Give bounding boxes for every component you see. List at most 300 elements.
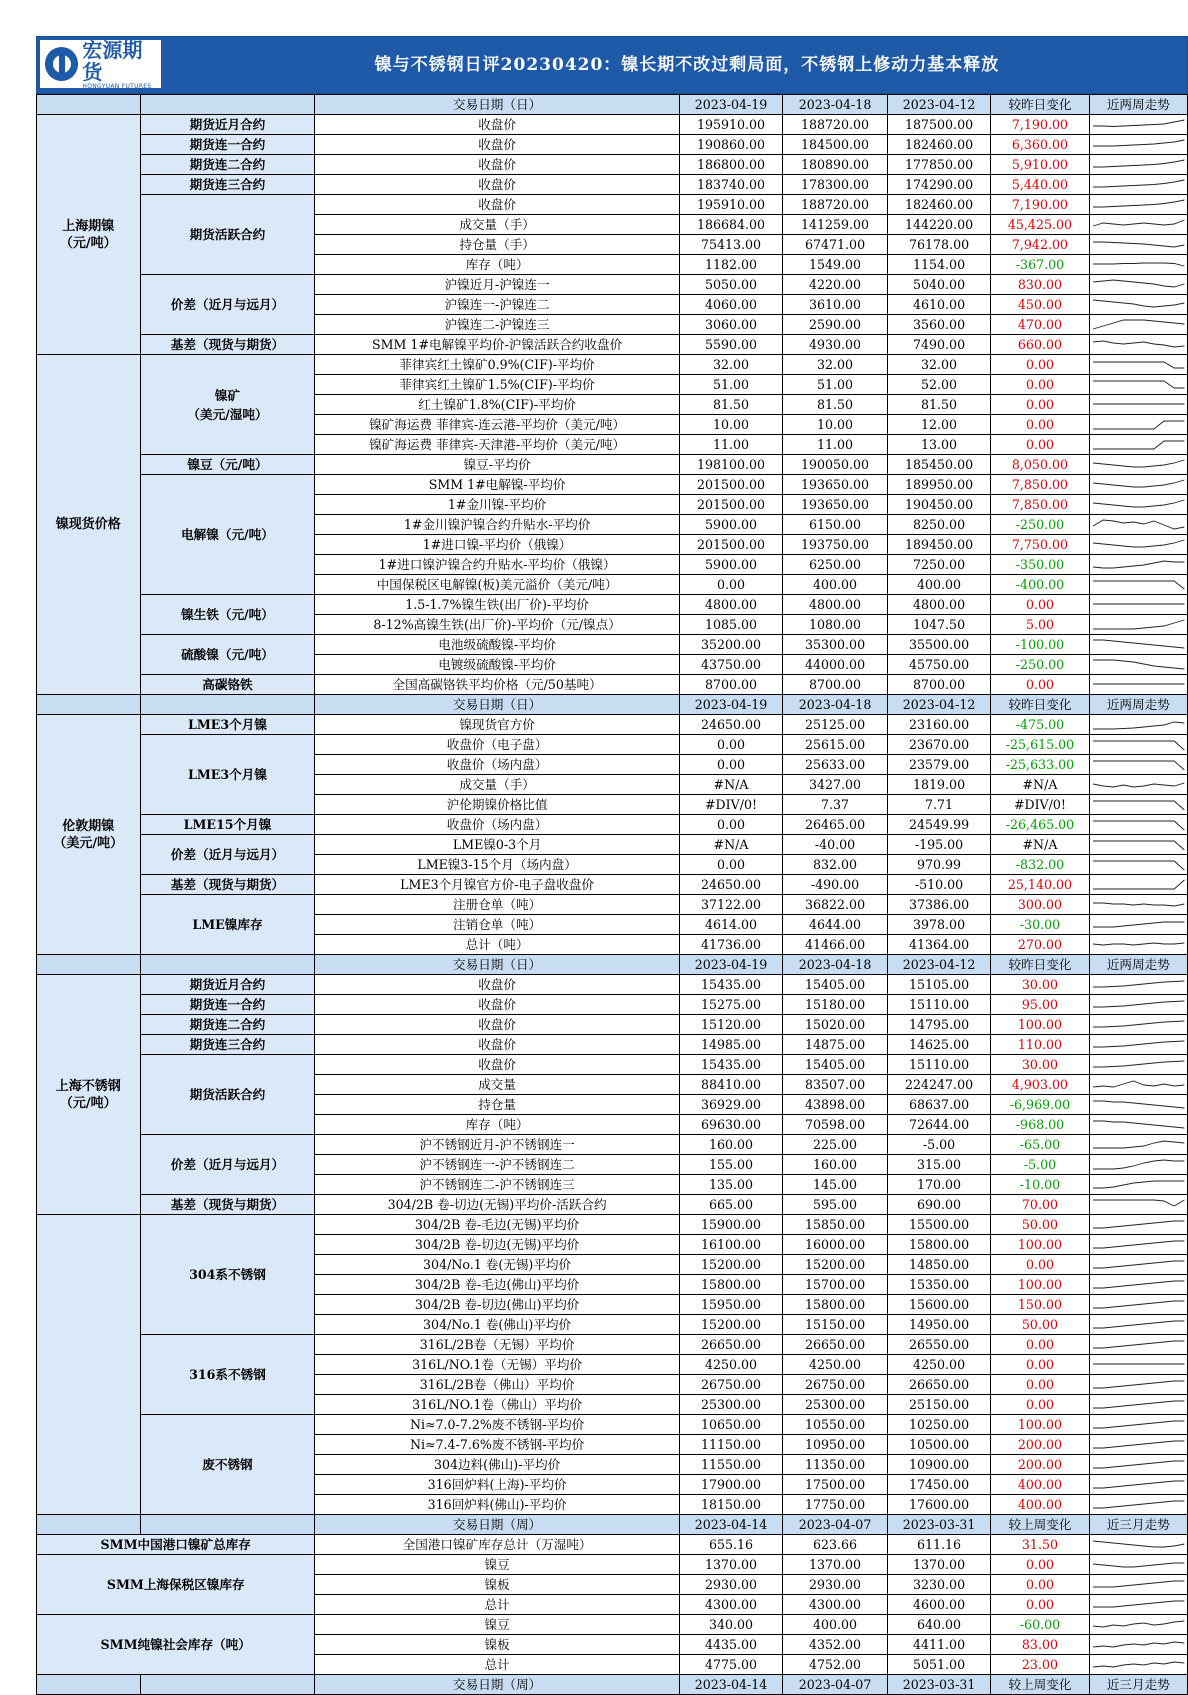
trend-sparkline [1092, 1598, 1185, 1612]
trend-line [1093, 441, 1184, 449]
trend-line [1093, 841, 1184, 850]
change-cell: 270.00 [991, 935, 1089, 955]
trend-sparkline [1092, 898, 1185, 912]
trend-cell [1089, 595, 1187, 615]
value-cell: 7490.00 [887, 335, 991, 355]
subgroup-label: 价差（近月与远月） [140, 275, 315, 335]
header-change: 较上周变化 [991, 1675, 1089, 1695]
value-cell: 4300.00 [679, 1595, 783, 1615]
value-cell: 198100.00 [679, 455, 783, 475]
trend-cell [1089, 1035, 1187, 1055]
value-cell: -195.00 [887, 835, 991, 855]
value-cell: 611.16 [887, 1535, 991, 1555]
table-row [37, 715, 1188, 735]
trend-line [1093, 1101, 1184, 1108]
value-cell: 7250.00 [887, 555, 991, 575]
value-cell: #N/A [679, 775, 783, 795]
value-cell: 69630.00 [679, 1115, 783, 1135]
item-name: SMM 1#电解镍平均价-沪镍活跃合约收盘价 [315, 335, 679, 355]
change-cell: 0.00 [991, 1395, 1089, 1415]
value-cell: 3978.00 [887, 915, 991, 935]
value-cell: -40.00 [783, 835, 888, 855]
trend-sparkline [1092, 1438, 1185, 1452]
trend-sparkline [1092, 1098, 1185, 1112]
value-cell: 665.00 [679, 1195, 783, 1215]
item-name: 沪镍连一-沪镍连二 [315, 295, 679, 315]
item-name: 1.5-1.7%镍生铁(出厂价)-平均价 [315, 595, 679, 615]
value-cell: 25300.00 [679, 1395, 783, 1415]
value-cell: 11150.00 [679, 1435, 783, 1455]
value-cell: 88410.00 [679, 1075, 783, 1095]
value-cell: 51.00 [783, 375, 888, 395]
item-name: 316L/2B卷（无锡）平均价 [315, 1335, 679, 1355]
value-cell: 16100.00 [679, 1235, 783, 1255]
value-cell: 10500.00 [887, 1435, 991, 1455]
item-name: 316回炉料(上海)-平均价 [315, 1475, 679, 1495]
table-row [37, 355, 1188, 375]
value-cell: 72644.00 [887, 1115, 991, 1135]
trend-line [1093, 1461, 1184, 1468]
change-cell: 50.00 [991, 1315, 1089, 1335]
item-name: 成交量（手） [315, 215, 679, 235]
group-label: SMM上海保税区镍库存 [37, 1555, 315, 1615]
item-name: 316L/2B卷（佛山）平均价 [315, 1375, 679, 1395]
trend-sparkline [1092, 1378, 1185, 1392]
value-cell: 36929.00 [679, 1095, 783, 1115]
value-cell: 188720.00 [783, 115, 888, 135]
change-cell: 7,942.00 [991, 235, 1089, 255]
header-date: 2023-04-12 [887, 955, 991, 975]
trend-cell [1089, 455, 1187, 475]
item-name: 全国高碳铬铁平均价格（元/50基吨） [315, 675, 679, 695]
change-cell: 0.00 [991, 1355, 1089, 1375]
item-name: 成交量（手） [315, 775, 679, 795]
trend-line [1093, 821, 1184, 830]
change-cell: 110.00 [991, 1035, 1089, 1055]
item-name: 304/2B 卷-切边(佛山)平均价 [315, 1295, 679, 1315]
item-name: 304/2B 卷-切边(无锡)平均价-活跃合约 [315, 1195, 679, 1215]
value-cell: 182460.00 [887, 135, 991, 155]
change-cell: 0.00 [991, 1375, 1089, 1395]
value-cell: 17500.00 [783, 1475, 888, 1495]
value-cell: 11550.00 [679, 1455, 783, 1475]
change-cell: 100.00 [991, 1235, 1089, 1255]
trend-line [1093, 943, 1184, 945]
value-cell: 1819.00 [887, 775, 991, 795]
logo-subtext: HONGYUAN FUTURES [82, 82, 152, 90]
item-name: 1#进口镍沪镍合约升贴水-平均价（俄镍） [315, 555, 679, 575]
trend-cell [1089, 615, 1187, 635]
value-cell: 0.00 [679, 735, 783, 755]
subgroup-label: 316系不锈钢 [140, 1335, 315, 1415]
group-label: SMM纯镍社会库存（吨） [37, 1615, 315, 1675]
trend-line [1093, 460, 1184, 467]
item-name: 中国保税区电解镍(板)美元溢价（美元/吨） [315, 575, 679, 595]
trend-sparkline [1092, 838, 1185, 852]
trend-sparkline [1092, 1558, 1185, 1572]
trend-sparkline [1092, 678, 1185, 692]
trend-cell [1089, 1135, 1187, 1155]
value-cell: 5051.00 [887, 1655, 991, 1675]
value-cell: 4352.00 [783, 1635, 888, 1655]
item-name: 注销仓单（吨） [315, 915, 679, 935]
value-cell: 4775.00 [679, 1655, 783, 1675]
item-name: 316L/NO.1卷（佛山）平均价 [315, 1395, 679, 1415]
value-cell: 0.00 [679, 755, 783, 775]
change-cell: 0.00 [991, 1575, 1089, 1595]
trend-line [1093, 1481, 1184, 1488]
value-cell: 3560.00 [887, 315, 991, 335]
trend-sparkline [1092, 298, 1185, 312]
value-cell: 32.00 [783, 355, 888, 375]
item-name: 沪不锈钢连二-沪不锈钢连三 [315, 1175, 679, 1195]
header-blank [140, 1675, 315, 1695]
trend-line [1093, 620, 1184, 629]
value-cell: 15435.00 [679, 1055, 783, 1075]
value-cell: 23670.00 [887, 735, 991, 755]
report-title: 镍与不锈钢日评20230420：镍长期不改过剩局面，不锈钢上修动力基本释放 [374, 55, 1000, 75]
header-blank [140, 95, 315, 115]
table-row [37, 635, 1188, 655]
trend-sparkline [1092, 258, 1185, 272]
table-row [37, 1415, 1188, 1435]
header-date-label: 交易日期（日） [315, 695, 679, 715]
value-cell: 23160.00 [887, 715, 991, 735]
trend-line [1093, 300, 1184, 307]
value-cell: 15405.00 [783, 975, 888, 995]
value-cell: 4300.00 [783, 1595, 888, 1615]
trend-cell [1089, 535, 1187, 555]
trend-cell [1089, 1255, 1187, 1275]
value-cell: 1370.00 [887, 1555, 991, 1575]
value-cell: 595.00 [783, 1195, 888, 1215]
trend-line [1093, 1061, 1184, 1067]
group-label: 伦敦期镍 （美元/吨） [37, 715, 141, 955]
item-name: 收盘价 [315, 1055, 679, 1075]
value-cell: 45750.00 [887, 655, 991, 675]
company-logo [40, 37, 161, 90]
value-cell: 81.50 [783, 395, 888, 415]
item-name: 收盘价 [315, 1035, 679, 1055]
trend-cell [1089, 555, 1187, 575]
value-cell: 2930.00 [783, 1575, 888, 1595]
logo-text: 宏源期货 [82, 37, 143, 84]
item-name: 镍板 [315, 1575, 679, 1595]
table-row [37, 475, 1188, 495]
trend-cell [1089, 335, 1187, 355]
trend-cell [1089, 575, 1187, 595]
table-row [37, 1035, 1188, 1055]
trend-sparkline [1092, 858, 1185, 872]
change-cell: #DIV/0! [991, 795, 1089, 815]
trend-cell [1089, 1055, 1187, 1075]
item-name: 镍豆 [315, 1555, 679, 1575]
trend-sparkline [1092, 198, 1185, 212]
item-name: 8-12%高镍生铁(出厂价)-平均价（元/镍点） [315, 615, 679, 635]
item-name: 电池级硫酸镍-平均价 [315, 635, 679, 655]
change-cell: 45,425.00 [991, 215, 1089, 235]
trend-line [1093, 381, 1184, 388]
trend-sparkline [1092, 418, 1185, 432]
value-cell: 8700.00 [887, 675, 991, 695]
trend-cell [1089, 235, 1187, 255]
trend-line [1093, 160, 1184, 167]
trend-sparkline [1092, 1478, 1185, 1492]
trend-line [1093, 1200, 1184, 1206]
change-cell: 7,850.00 [991, 495, 1089, 515]
subgroup-label: 价差（近月与远月） [140, 1135, 315, 1195]
value-cell: 15700.00 [783, 1275, 888, 1295]
value-cell: 193750.00 [783, 535, 888, 555]
value-cell: 832.00 [783, 855, 888, 875]
subgroup-label: 基差（现货与期货） [140, 335, 315, 355]
value-cell: 14985.00 [679, 1035, 783, 1055]
value-cell: 193650.00 [783, 475, 888, 495]
trend-sparkline [1092, 598, 1185, 612]
value-cell: 144220.00 [887, 215, 991, 235]
subgroup-label: 期货连三合约 [140, 175, 315, 195]
item-name: 持仓量（手） [315, 235, 679, 255]
trend-cell [1089, 1335, 1187, 1355]
change-cell: 8,050.00 [991, 455, 1089, 475]
table-row [37, 975, 1188, 995]
trend-sparkline [1092, 178, 1185, 192]
value-cell: 10650.00 [679, 1415, 783, 1435]
value-cell: 1370.00 [783, 1555, 888, 1575]
value-cell: 195910.00 [679, 115, 783, 135]
trend-line [1093, 280, 1184, 287]
value-cell: 26550.00 [887, 1335, 991, 1355]
change-cell: 0.00 [991, 595, 1089, 615]
trend-line [1093, 1001, 1184, 1007]
change-cell: 7,190.00 [991, 115, 1089, 135]
trend-sparkline [1092, 338, 1185, 352]
value-cell: 8250.00 [887, 515, 991, 535]
value-cell: 15800.00 [783, 1295, 888, 1315]
table-row [37, 1535, 1188, 1555]
trend-line [1093, 1401, 1184, 1408]
change-cell: 5.00 [991, 615, 1089, 635]
trend-sparkline [1092, 518, 1185, 532]
trend-cell [1089, 355, 1187, 375]
trend-line [1093, 200, 1184, 207]
value-cell: 1549.00 [783, 255, 888, 275]
value-cell: 201500.00 [679, 475, 783, 495]
trend-line [1093, 861, 1184, 870]
change-cell: -968.00 [991, 1115, 1089, 1135]
value-cell: 193650.00 [783, 495, 888, 515]
header-date-label: 交易日期（日） [315, 955, 679, 975]
item-name: 收盘价 [315, 155, 679, 175]
value-cell: 10.00 [679, 415, 783, 435]
change-cell: 30.00 [991, 975, 1089, 995]
trend-sparkline [1092, 978, 1185, 992]
change-cell: 400.00 [991, 1495, 1089, 1515]
header-date: 2023-04-14 [679, 1515, 783, 1535]
item-name: 镍现货官方价 [315, 715, 679, 735]
trend-sparkline [1092, 1278, 1185, 1292]
value-cell: -490.00 [783, 875, 888, 895]
header-change: 较上周变化 [991, 1515, 1089, 1535]
value-cell: 11.00 [783, 435, 888, 455]
group-label: 上海期镍 （元/吨） [37, 115, 141, 355]
value-cell: 201500.00 [679, 535, 783, 555]
trend-sparkline [1092, 1318, 1185, 1332]
value-cell: 8700.00 [783, 675, 888, 695]
value-cell: 26750.00 [783, 1375, 888, 1395]
trend-cell [1089, 1615, 1187, 1635]
value-cell: 41736.00 [679, 935, 783, 955]
value-cell: 623.66 [783, 1535, 888, 1555]
trend-cell [1089, 715, 1187, 735]
table-row [37, 155, 1188, 175]
value-cell: 15150.00 [783, 1315, 888, 1335]
trend-cell [1089, 295, 1187, 315]
trend-cell [1089, 415, 1187, 435]
value-cell: 15180.00 [783, 995, 888, 1015]
trend-line [1093, 1381, 1184, 1388]
trend-line [1093, 1441, 1184, 1448]
trend-cell [1089, 835, 1187, 855]
trend-cell [1089, 1195, 1187, 1215]
value-cell: 0.00 [679, 815, 783, 835]
trend-sparkline [1092, 658, 1185, 672]
value-cell: 690.00 [887, 1195, 991, 1215]
date-header-row [37, 955, 1188, 975]
subgroup-label: 硫酸镍（元/吨） [140, 635, 315, 675]
value-cell: 7.71 [887, 795, 991, 815]
item-name: 收盘价 [315, 175, 679, 195]
value-cell: 3610.00 [783, 295, 888, 315]
change-cell: 7,750.00 [991, 535, 1089, 555]
value-cell: 17750.00 [783, 1495, 888, 1515]
item-name: 收盘价 [315, 975, 679, 995]
value-cell: 4752.00 [783, 1655, 888, 1675]
trend-line [1093, 922, 1184, 927]
value-cell: 25125.00 [783, 715, 888, 735]
value-cell: 25150.00 [887, 1395, 991, 1415]
value-cell: 3427.00 [783, 775, 888, 795]
item-name: 镍豆-平均价 [315, 455, 679, 475]
trend-sparkline [1092, 1078, 1185, 1092]
trend-line [1093, 561, 1184, 568]
table-row [37, 735, 1188, 755]
value-cell: 25633.00 [783, 755, 888, 775]
trend-line [1093, 1221, 1184, 1228]
trend-sparkline [1092, 1038, 1185, 1052]
trend-cell [1089, 1215, 1187, 1235]
item-name: 镍矿海运费 菲律宾-天津港-平均价（美元/吨） [315, 435, 679, 455]
trend-cell [1089, 1415, 1187, 1435]
item-name: 沪镍近月-沪镍连一 [315, 275, 679, 295]
table-row [37, 455, 1188, 475]
header-date: 2023-04-12 [887, 695, 991, 715]
value-cell: 23579.00 [887, 755, 991, 775]
change-cell: -65.00 [991, 1135, 1089, 1155]
change-cell: 25,140.00 [991, 875, 1089, 895]
subgroup-label: 高碳铬铁 [140, 675, 315, 695]
date-header-row [37, 95, 1188, 115]
item-name: 注册仓单（吨） [315, 895, 679, 915]
trend-cell [1089, 1015, 1187, 1035]
value-cell: 15200.00 [783, 1255, 888, 1275]
table-row [37, 1555, 1188, 1575]
header-trend: 近两周走势 [1089, 955, 1187, 975]
subgroup-label: 基差（现货与期货） [140, 1195, 315, 1215]
header-date: 2023-04-19 [679, 695, 783, 715]
header-change: 较昨日变化 [991, 695, 1089, 715]
value-cell: 160.00 [679, 1135, 783, 1155]
change-cell: 30.00 [991, 1055, 1089, 1075]
trend-cell [1089, 435, 1187, 455]
trend-sparkline [1092, 1118, 1185, 1132]
value-cell: 190450.00 [887, 495, 991, 515]
value-cell: 4411.00 [887, 1635, 991, 1655]
trend-line [1093, 783, 1184, 787]
trend-cell [1089, 635, 1187, 655]
value-cell: 135.00 [679, 1175, 783, 1195]
change-cell: -350.00 [991, 555, 1089, 575]
subgroup-label: LME镍库存 [140, 895, 315, 955]
value-cell: 14795.00 [887, 1015, 991, 1035]
value-cell: 41466.00 [783, 935, 888, 955]
change-cell: 100.00 [991, 1415, 1089, 1435]
trend-sparkline [1092, 1458, 1185, 1472]
table-row [37, 895, 1188, 915]
item-name: 收盘价 [315, 195, 679, 215]
trend-cell [1089, 115, 1187, 135]
trend-sparkline [1092, 1138, 1185, 1152]
item-name: 菲律宾红土镍矿1.5%(CIF)-平均价 [315, 375, 679, 395]
value-cell: #DIV/0! [679, 795, 783, 815]
trend-cell [1089, 1375, 1187, 1395]
trend-cell [1089, 775, 1187, 795]
subgroup-label: 期货连二合约 [140, 155, 315, 175]
subgroup-label: 镍矿 （美元/湿吨） [140, 355, 315, 455]
trend-sparkline [1092, 1578, 1185, 1592]
trend-line [1093, 880, 1184, 889]
value-cell: 201500.00 [679, 495, 783, 515]
value-cell: 4614.00 [679, 915, 783, 935]
change-cell: 7,850.00 [991, 475, 1089, 495]
header-date: 2023-04-07 [783, 1515, 888, 1535]
item-name: 沪伦期镍价格比值 [315, 795, 679, 815]
item-name: LME镍0-3个月 [315, 835, 679, 855]
trend-line [1093, 1160, 1184, 1169]
trend-line [1093, 500, 1184, 507]
value-cell: 189450.00 [887, 535, 991, 555]
change-cell: -5.00 [991, 1155, 1089, 1175]
value-cell: 35300.00 [783, 635, 888, 655]
value-cell: 15900.00 [679, 1215, 783, 1235]
value-cell: 185450.00 [887, 455, 991, 475]
change-cell: 0.00 [991, 1555, 1089, 1575]
value-cell: 15020.00 [783, 1015, 888, 1035]
value-cell: 68637.00 [887, 1095, 991, 1115]
value-cell: 13.00 [887, 435, 991, 455]
value-cell: 15435.00 [679, 975, 783, 995]
value-cell: 4610.00 [887, 295, 991, 315]
item-name: 304/No.1 卷(无锡)平均价 [315, 1255, 679, 1275]
trend-sparkline [1092, 1258, 1185, 1272]
change-cell: -6,969.00 [991, 1095, 1089, 1115]
trend-cell [1089, 1095, 1187, 1115]
value-cell: 14950.00 [887, 1315, 991, 1335]
trend-sparkline [1092, 738, 1185, 752]
trend-line [1093, 1341, 1184, 1348]
change-cell: -475.00 [991, 715, 1089, 735]
value-cell: 145.00 [783, 1175, 888, 1195]
